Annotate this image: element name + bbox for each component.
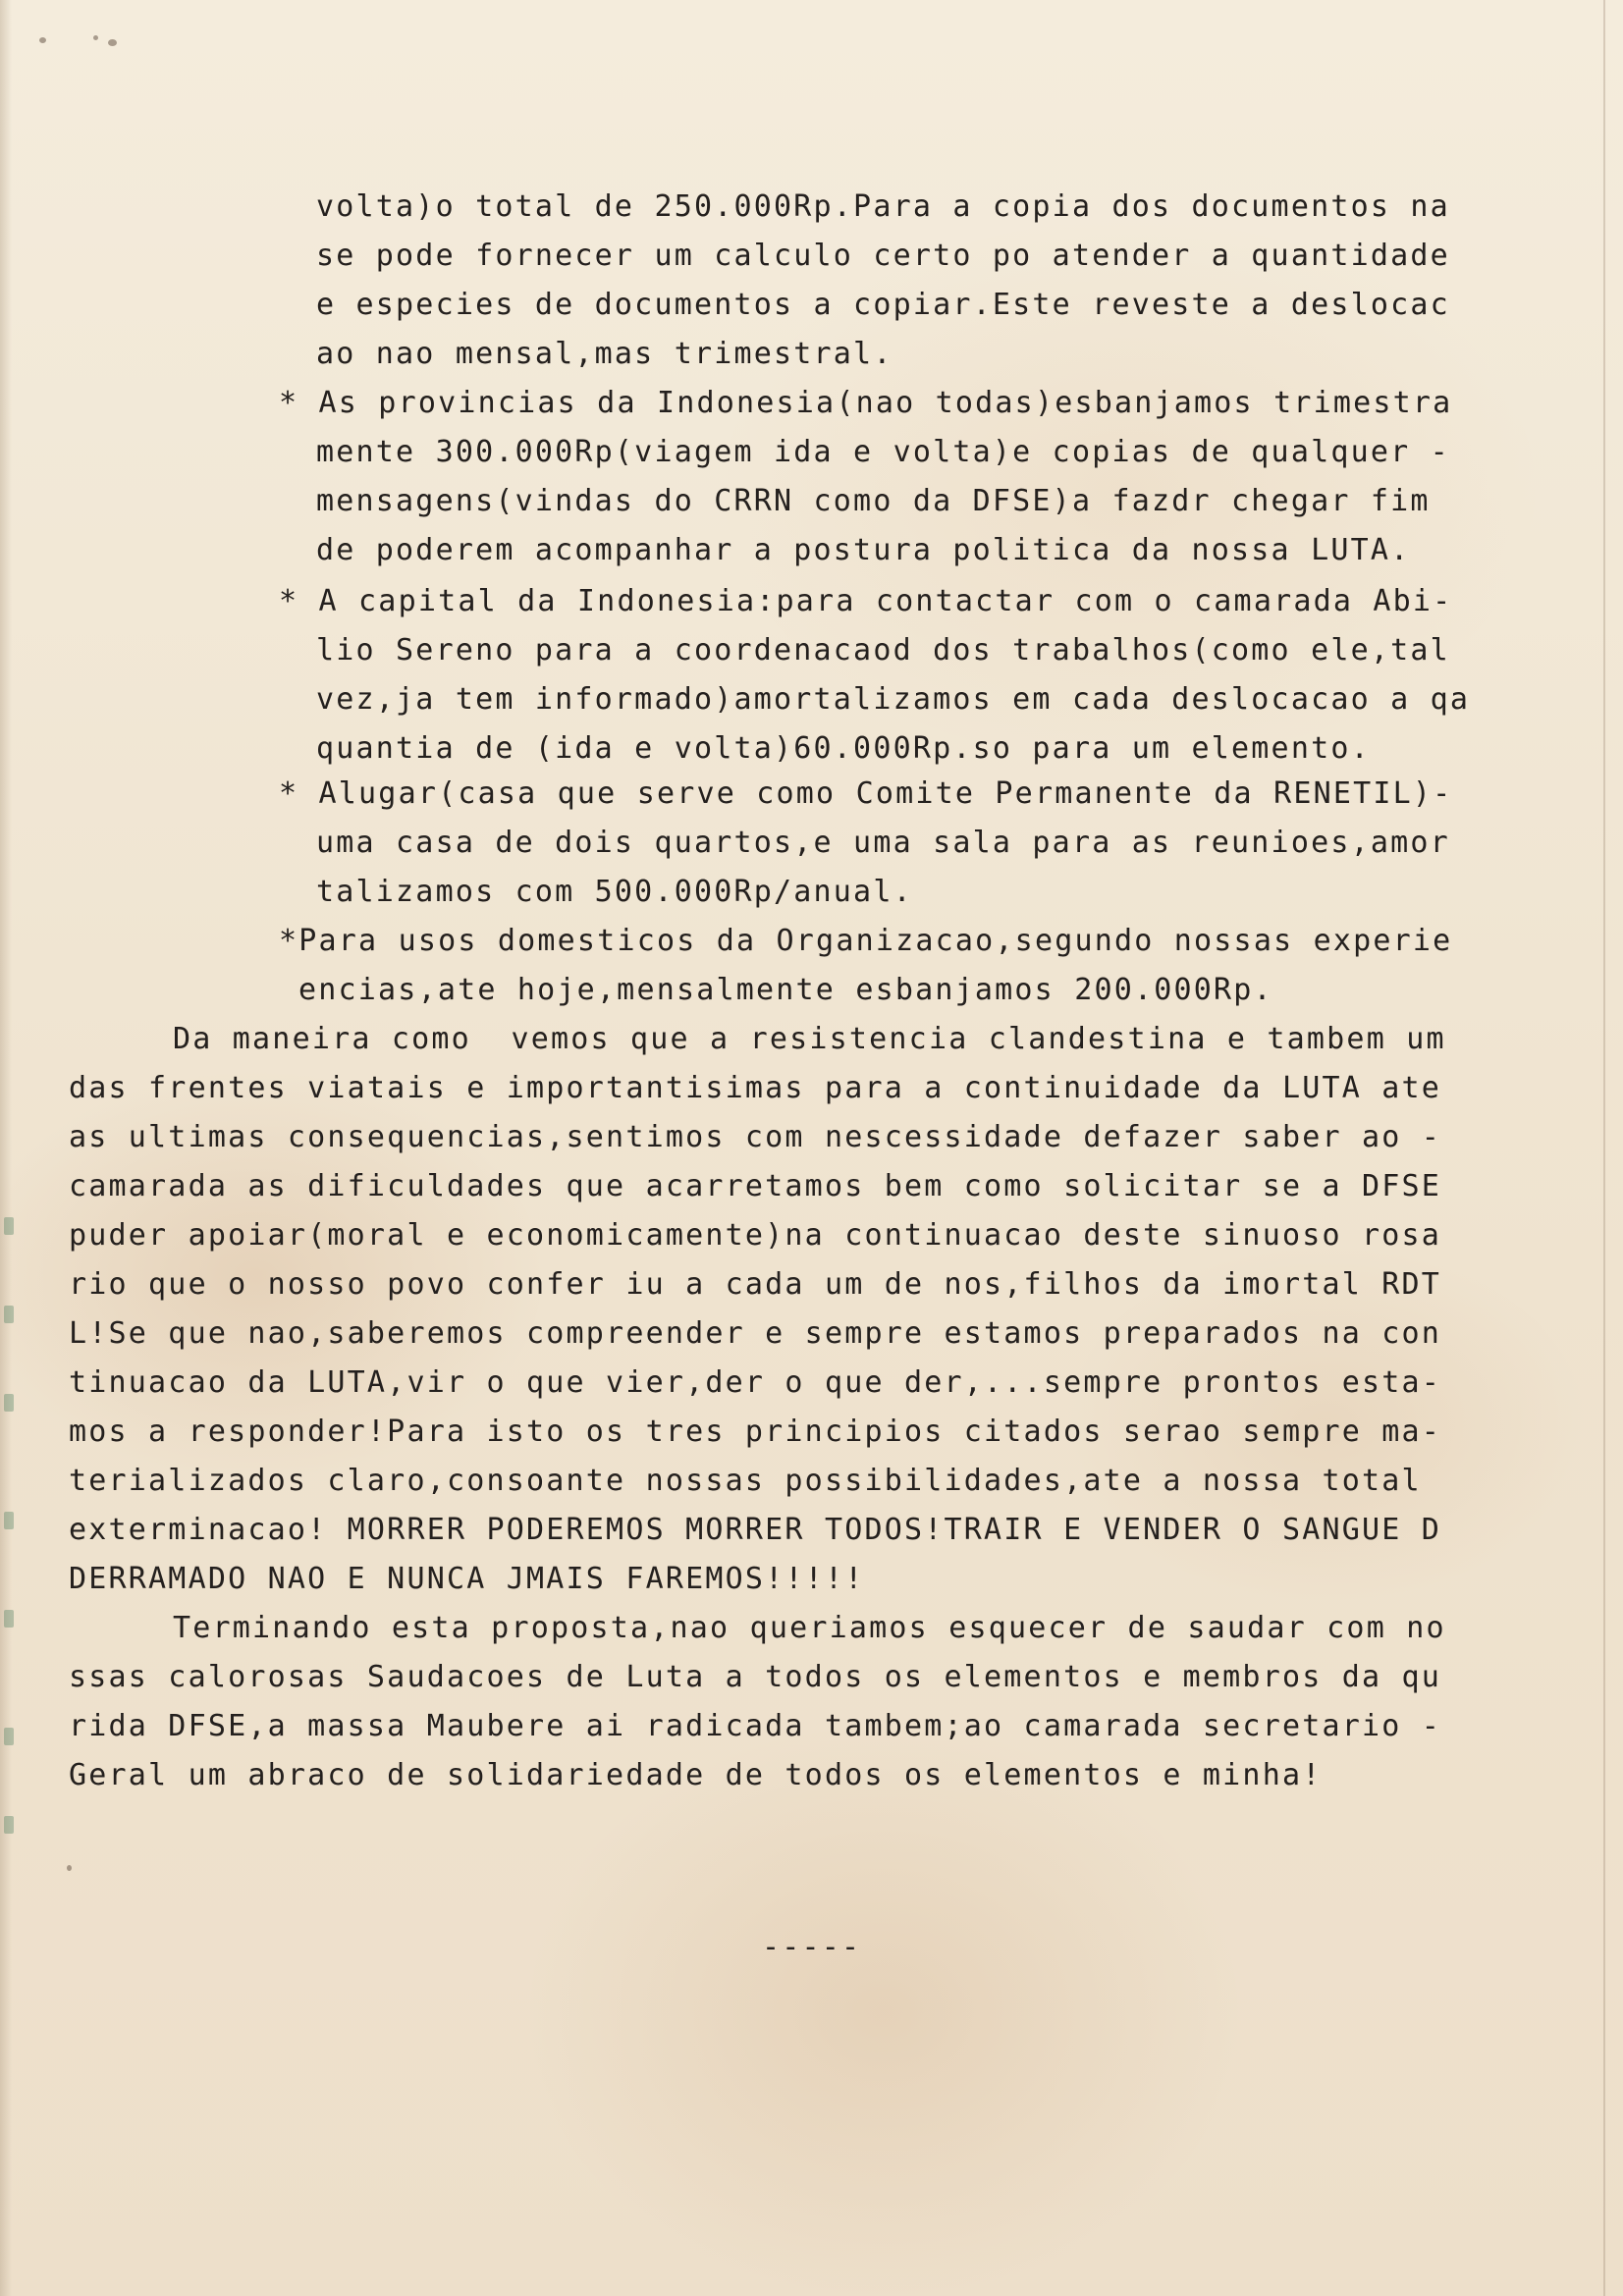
text-line: Da maneira como vemos que a resistencia clandestina e tambem um (173, 1022, 1446, 1056)
text-line: ao nao mensal,mas trimestral. (316, 337, 893, 371)
text-line: vez,ja tem informado)amortalizamos em cada deslocacao a qa (316, 682, 1471, 717)
text-line: encias,ate hoje,mensalmente esbanjamos 200.000Rp. (298, 973, 1273, 1007)
text-line: L!Se que nao,saberemos compreender e sempre estamos preparados na con (69, 1316, 1442, 1351)
text-line: lio Sereno para a coordenacaod dos trabalhos(como ele,tal (316, 633, 1450, 667)
binding-mark (4, 1610, 14, 1628)
text-line: mensagens(vindas do CRRN como da DFSE)a fazdr chegar fim (316, 484, 1431, 518)
text-line: * Alugar(casa que serve como Comite Permanente da RENETIL)- (279, 776, 1453, 811)
text-line: Terminando esta proposta,nao queriamos esquecer de saudar com no (173, 1611, 1446, 1645)
text-line: puder apoiar(moral e economicamente)na continuacao deste sinuoso rosa (69, 1218, 1442, 1253)
corner-speck (67, 1865, 72, 1871)
text-line: rida DFSE,a massa Maubere ai radicada tambem;ao camarada secretario - (69, 1709, 1442, 1743)
text-line: camarada as dificuldades que acarretamos bem como solicitar se a DFSE (69, 1169, 1442, 1203)
text-line: exterminacao! MORRER PODEREMOS MORRER TODOS!TRAIR E VENDER O SANGUE D (69, 1513, 1442, 1547)
text-line: quantia de (ida e volta)60.000Rp.so para um elemento. (316, 731, 1371, 766)
binding-mark (4, 1512, 14, 1529)
binding-mark (4, 1816, 14, 1834)
binding-mark (4, 1728, 14, 1745)
text-line: volta)o total de 250.000Rp.Para a copia dos documentos na (316, 189, 1450, 224)
text-line: tinuacao da LUTA,vir o que vier,der o que der,...sempre prontos esta- (69, 1365, 1442, 1400)
binding-mark (4, 1394, 14, 1412)
text-line: mente 300.000Rp(viagem ida e volta)e copias de qualquer - (316, 435, 1450, 469)
text-line: de poderem acompanhar a postura politica da nossa LUTA. (316, 533, 1411, 567)
text-line: * As provincias da Indonesia(nao todas)esbanjamos trimestra (279, 386, 1453, 420)
text-line: se pode fornecer um calculo certo po atender a quantidade (316, 239, 1450, 273)
text-line: terializados claro,consoante nossas possibilidades,ate a nossa total (69, 1464, 1422, 1498)
text-line: rio que o nosso povo confer iu a cada um de nos,filhos da imortal RDT (69, 1267, 1442, 1302)
text-line: *Para usos domesticos da Organizacao,segundo nossas experie (279, 924, 1453, 958)
corner-speck (108, 39, 117, 46)
text-line: DERRAMADO NAO E NUNCA JMAIS FAREMOS!!!!! (69, 1562, 865, 1596)
text-line: as ultimas consequencias,sentimos com nescessidade defazer saber ao - (69, 1120, 1442, 1154)
text-line: e especies de documentos a copiar.Este reveste a deslocac (316, 288, 1450, 322)
text-line: * A capital da Indonesia:para contactar com o camarada Abi- (279, 584, 1453, 618)
corner-speck (39, 37, 46, 43)
text-line: Geral um abraco de solidariedade de todos os elementos e minha! (69, 1758, 1323, 1792)
binding-mark (4, 1217, 14, 1235)
text-line: das frentes viatais e importantisimas para a continuidade da LUTA ate (69, 1071, 1442, 1105)
page-left-shadow (0, 0, 12, 2296)
text-line: uma casa de dois quartos,e uma sala para as reunioes,amor (316, 826, 1450, 860)
closing-dashes: ----- (762, 1930, 862, 1964)
text-line: mos a responder!Para isto os tres principios citados serao sempre ma- (69, 1415, 1442, 1449)
text-line: talizamos com 500.000Rp/anual. (316, 875, 913, 909)
page-right-edge (1603, 0, 1605, 2296)
text-line: ssas calorosas Saudacoes de Luta a todos os elementos e membros da qu (69, 1660, 1442, 1694)
binding-mark (4, 1306, 14, 1323)
corner-speck (93, 35, 98, 40)
